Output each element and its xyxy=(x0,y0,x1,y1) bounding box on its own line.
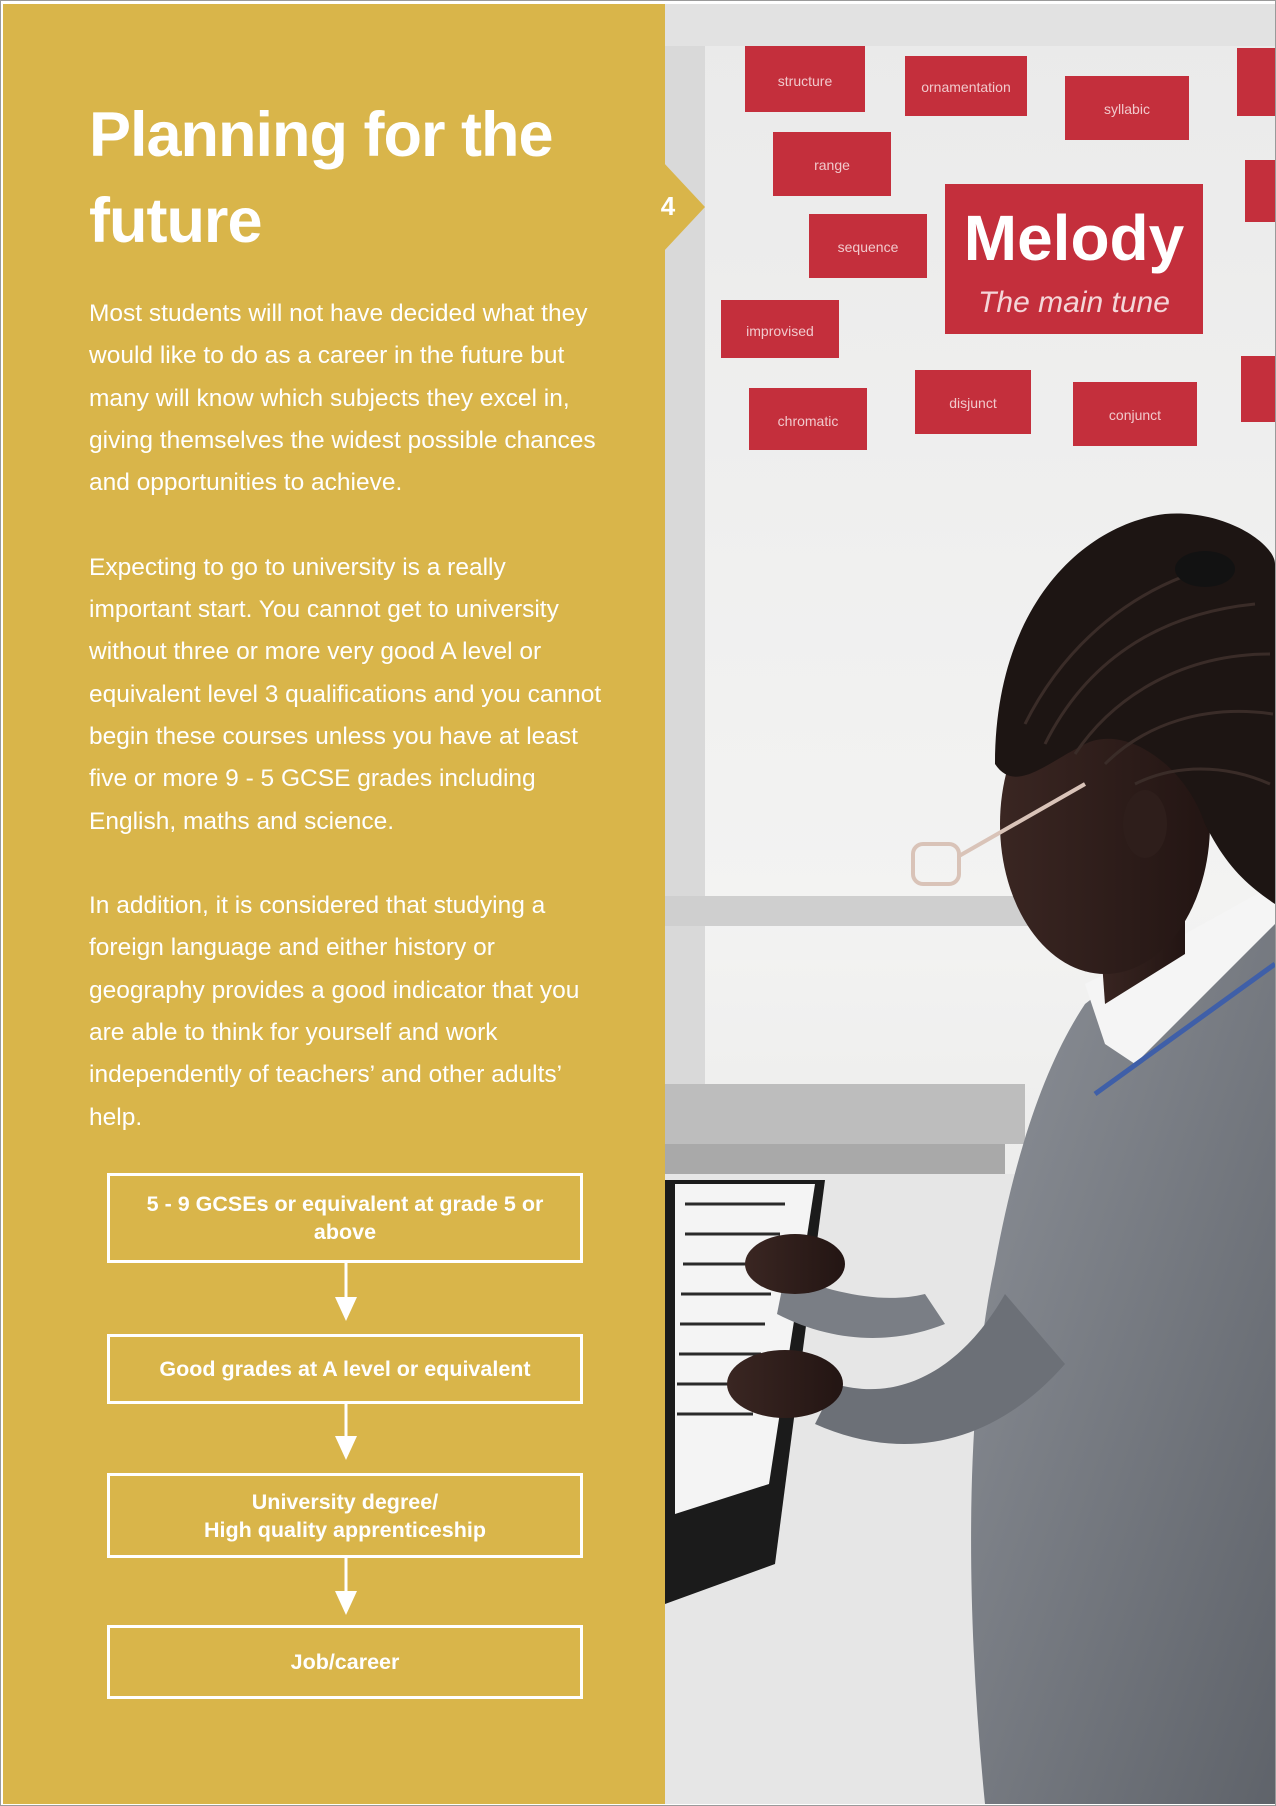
svg-text:sequence: sequence xyxy=(837,239,899,255)
flow-step-university-label: University degree/ High quality apprenticeship xyxy=(204,1489,486,1542)
photo-illustration xyxy=(665,4,1275,1804)
page-number: 4 xyxy=(660,191,676,221)
page-title: Planning for the future xyxy=(89,100,553,256)
flow-step-university xyxy=(107,1473,583,1558)
svg-text:ornamentation: ornamentation xyxy=(921,79,1011,95)
svg-text:syllabic: syllabic xyxy=(1104,101,1150,117)
flow-arrow-2 xyxy=(331,1404,361,1464)
svg-text:improvised: improvised xyxy=(746,323,814,339)
flow-step-a-level xyxy=(107,1334,583,1404)
svg-text:conjunct: conjunct xyxy=(1108,407,1162,423)
svg-text:Melody: Melody xyxy=(963,202,1185,274)
flow-step-job xyxy=(107,1625,583,1699)
flow-arrow-3 xyxy=(331,1558,361,1618)
svg-text:disjunct: disjunct xyxy=(949,395,997,411)
svg-text:range: range xyxy=(814,157,850,173)
flow-step-a-level-label: Good grades at A level or equivalent xyxy=(159,1357,531,1381)
svg-text:structure: structure xyxy=(777,73,833,89)
paragraph-1: Most students will not have decided what they would like to do as a career in the future but many will know which subjects they excel in, giving themselves the widest possible chances and opportunities to achieve. xyxy=(89,300,596,497)
flow-arrow-1 xyxy=(331,1263,361,1323)
student-piano-photo xyxy=(665,4,1275,1804)
flow-step-gcse-label: 5 - 9 GCSEs or equivalent at grade 5 or above xyxy=(146,1192,544,1244)
svg-text:The main tune: The main tune xyxy=(978,286,1170,319)
flow-step-gcse xyxy=(107,1173,583,1263)
gold-text-panel xyxy=(3,4,665,1804)
svg-text:chromatic: chromatic xyxy=(777,413,839,429)
flow-step-job-label: Job/career xyxy=(290,1650,400,1674)
paragraph-2: Expecting to go to university is a really important start. You cannot get to university without three or more very good A level or equivalent level 3 qualifications and you cannot begin these courses unless you have at least five or more 9 - 5 GCSE grades including English, maths and science. xyxy=(89,553,602,835)
paragraph-3: In addition, it is considered that studying a foreign language and either history or geography provides a good indicator that you are able to think for yourself and work independently of teachers’ and other adults’ help. xyxy=(89,892,580,1131)
body-text xyxy=(89,293,609,1181)
